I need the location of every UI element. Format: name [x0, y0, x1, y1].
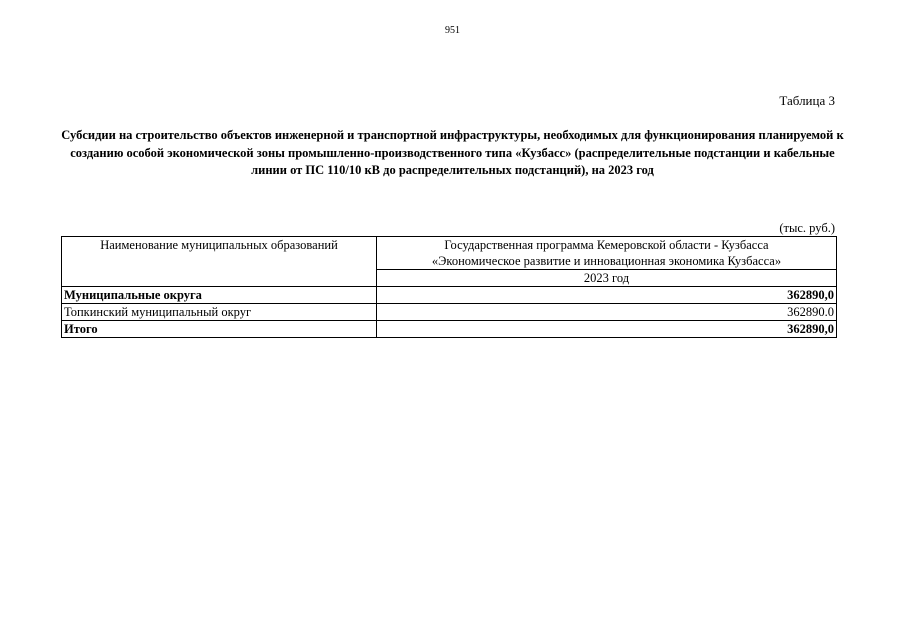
header-program	[377, 237, 837, 270]
subsidy-table	[61, 236, 837, 338]
page-number: 951	[445, 25, 460, 36]
table-row	[62, 287, 837, 304]
table-label: Таблица 3	[779, 93, 835, 108]
table-header-row	[62, 237, 837, 270]
row-name: Топкинский муниципальный округ	[62, 304, 377, 321]
row-name: Итого	[62, 321, 377, 338]
row-value: 362890,0	[377, 321, 837, 338]
table-row	[62, 304, 837, 321]
header-program-line2: «Экономическое развитие и инновационная экономика Кузбасса»	[431, 254, 782, 268]
row-name: Муниципальные округа	[62, 287, 377, 304]
document-title: Субсидии на строительство объектов инженерной и транспортной инфраструктуры, необходимых для функционирования планируемой к созданию особой экономической зоны промышленно-производственного типа «Кузбасс» (распределительные подстанции и кабельные линии от ПС 110/10 кВ до распределительных подстанций), на 2023 год	[61, 128, 844, 177]
header-municipality-name: Наименование муниципальных образований	[62, 237, 377, 287]
table-row	[62, 321, 837, 338]
units-label: (тыс. руб.)	[779, 221, 835, 235]
row-value: 362890,0	[377, 287, 837, 304]
row-value: 362890.0	[377, 304, 837, 321]
header-year: 2023 год	[377, 270, 837, 287]
header-program-line1: Государственная программа Кемеровской области - Кузбасса	[444, 238, 769, 252]
